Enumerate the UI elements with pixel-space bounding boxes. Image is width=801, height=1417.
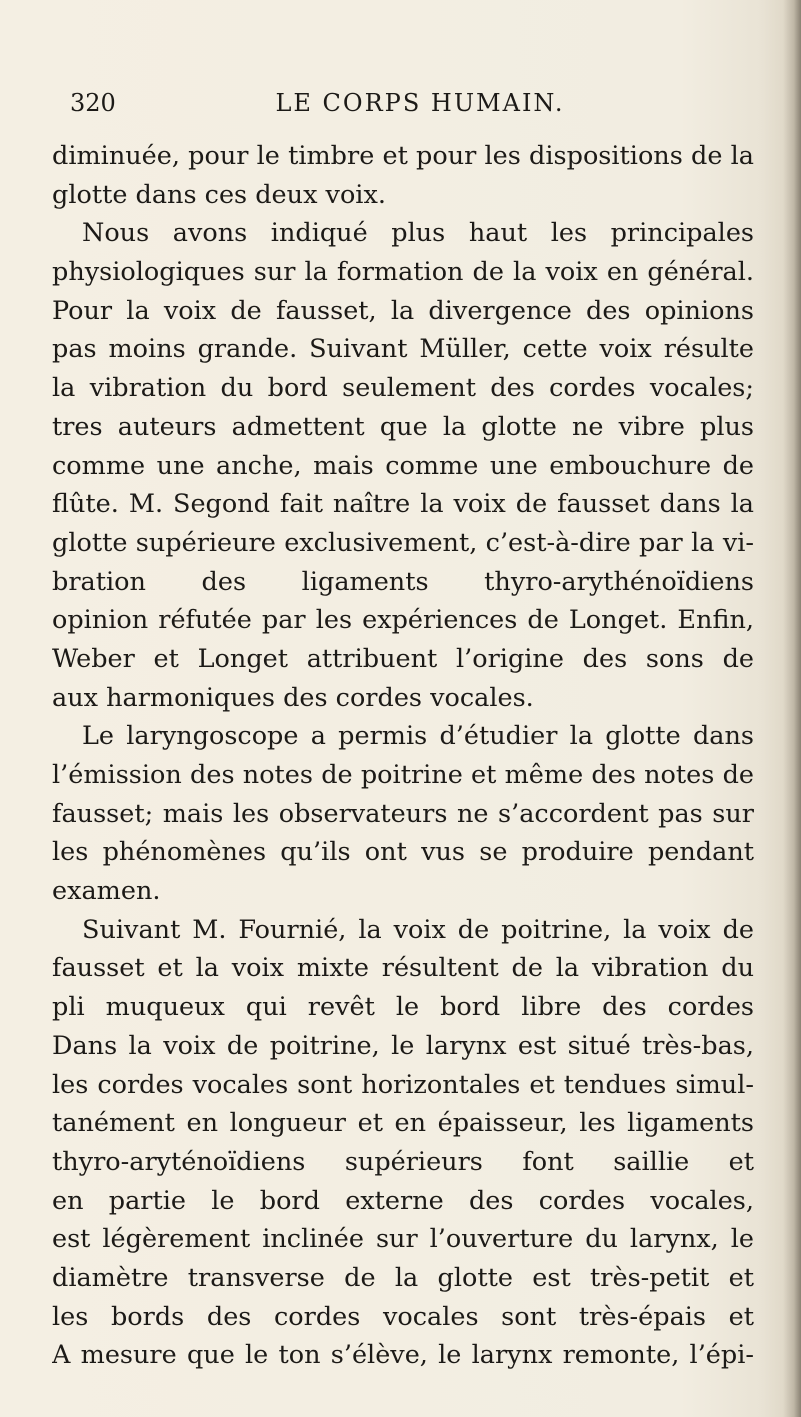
- text-line: flûte. M. Segond fait naître la voix de fausset dans la: [52, 489, 754, 520]
- body-text: [52, 137, 754, 1375]
- text-line: bration des ligaments thyro-arythénoïdiens: [52, 566, 754, 597]
- text-line: opinion réfutée par les expériences de Longet. Enfin,: [52, 605, 754, 636]
- page-header: [70, 88, 770, 128]
- text-line: physiologiques sur la formation de la voix en général.: [52, 257, 754, 288]
- text-line: les bords des cordes vocales sont très-épais et: [52, 1301, 754, 1332]
- text-line: glotte dans ces deux voix.: [52, 179, 386, 210]
- text-line: Weber et Longet attribuent l’origine des sons de: [52, 643, 754, 674]
- text-line: tres auteurs admettent que la glotte ne vibre plus: [52, 411, 754, 442]
- text-line: tanément en longueur et en épaisseur, les ligaments: [52, 1108, 754, 1139]
- text-line: pas moins grande. Suivant Müller, cette voix résulte: [52, 334, 754, 365]
- text-line: les cordes vocales sont horizontales et tendues simul-: [52, 1069, 754, 1100]
- page-number: 320: [70, 89, 116, 117]
- text-line: fausset; mais les observateurs ne s’accordent pas sur: [52, 798, 754, 829]
- text-line: thyro-aryténoïdiens supérieurs font saillie et: [52, 1146, 754, 1177]
- text-line: Dans la voix de poitrine, le larynx est situé très-bas,: [52, 1030, 754, 1061]
- text-line: A mesure que le ton s’élève, le larynx remonte, l’épi-: [52, 1340, 754, 1371]
- paragraph-start-line: Nous avons indiqué plus haut les principales: [82, 218, 754, 249]
- page-edge-shadow: [783, 0, 801, 1417]
- text-line: Pour la voix de fausset, la divergence des opinions: [52, 295, 754, 326]
- text-line: la vibration du bord seulement des cordes vocales;: [52, 373, 754, 404]
- text-line: diminuée, pour le timbre et pour les dispositions de la: [52, 141, 754, 171]
- text-line: comme une anche, mais comme une embouchure de: [52, 450, 754, 481]
- text-line: fausset et la voix mixte résultent de la vibration du: [52, 953, 754, 984]
- paragraph-start-line: Le laryngoscope a permis d’étudier la glotte dans: [82, 721, 754, 752]
- text-line: glotte supérieure exclusivement, c’est-à-dire par la vi-: [52, 527, 754, 558]
- text-line: est légèrement inclinée sur l’ouverture du larynx, le: [52, 1224, 754, 1255]
- paragraph-start-line: Suivant M. Fournié, la voix de poitrine, la voix de: [82, 914, 754, 945]
- text-line: en partie le bord externe des cordes vocales,: [52, 1185, 754, 1216]
- text-line: aux harmoniques des cordes vocales.: [52, 682, 534, 713]
- running-head: LE CORPS HUMAIN.: [275, 89, 565, 117]
- text-line: examen.: [52, 876, 161, 907]
- text-line: l’émission des notes de poitrine et même des notes de: [52, 760, 754, 790]
- text-line: les phénomènes qu’ils ont vus se produire pendant: [52, 837, 754, 868]
- text-line: diamètre transverse de la glotte est très-petit et: [52, 1262, 754, 1293]
- text-line: pli muqueux qui revêt le bord libre des cordes: [52, 992, 754, 1023]
